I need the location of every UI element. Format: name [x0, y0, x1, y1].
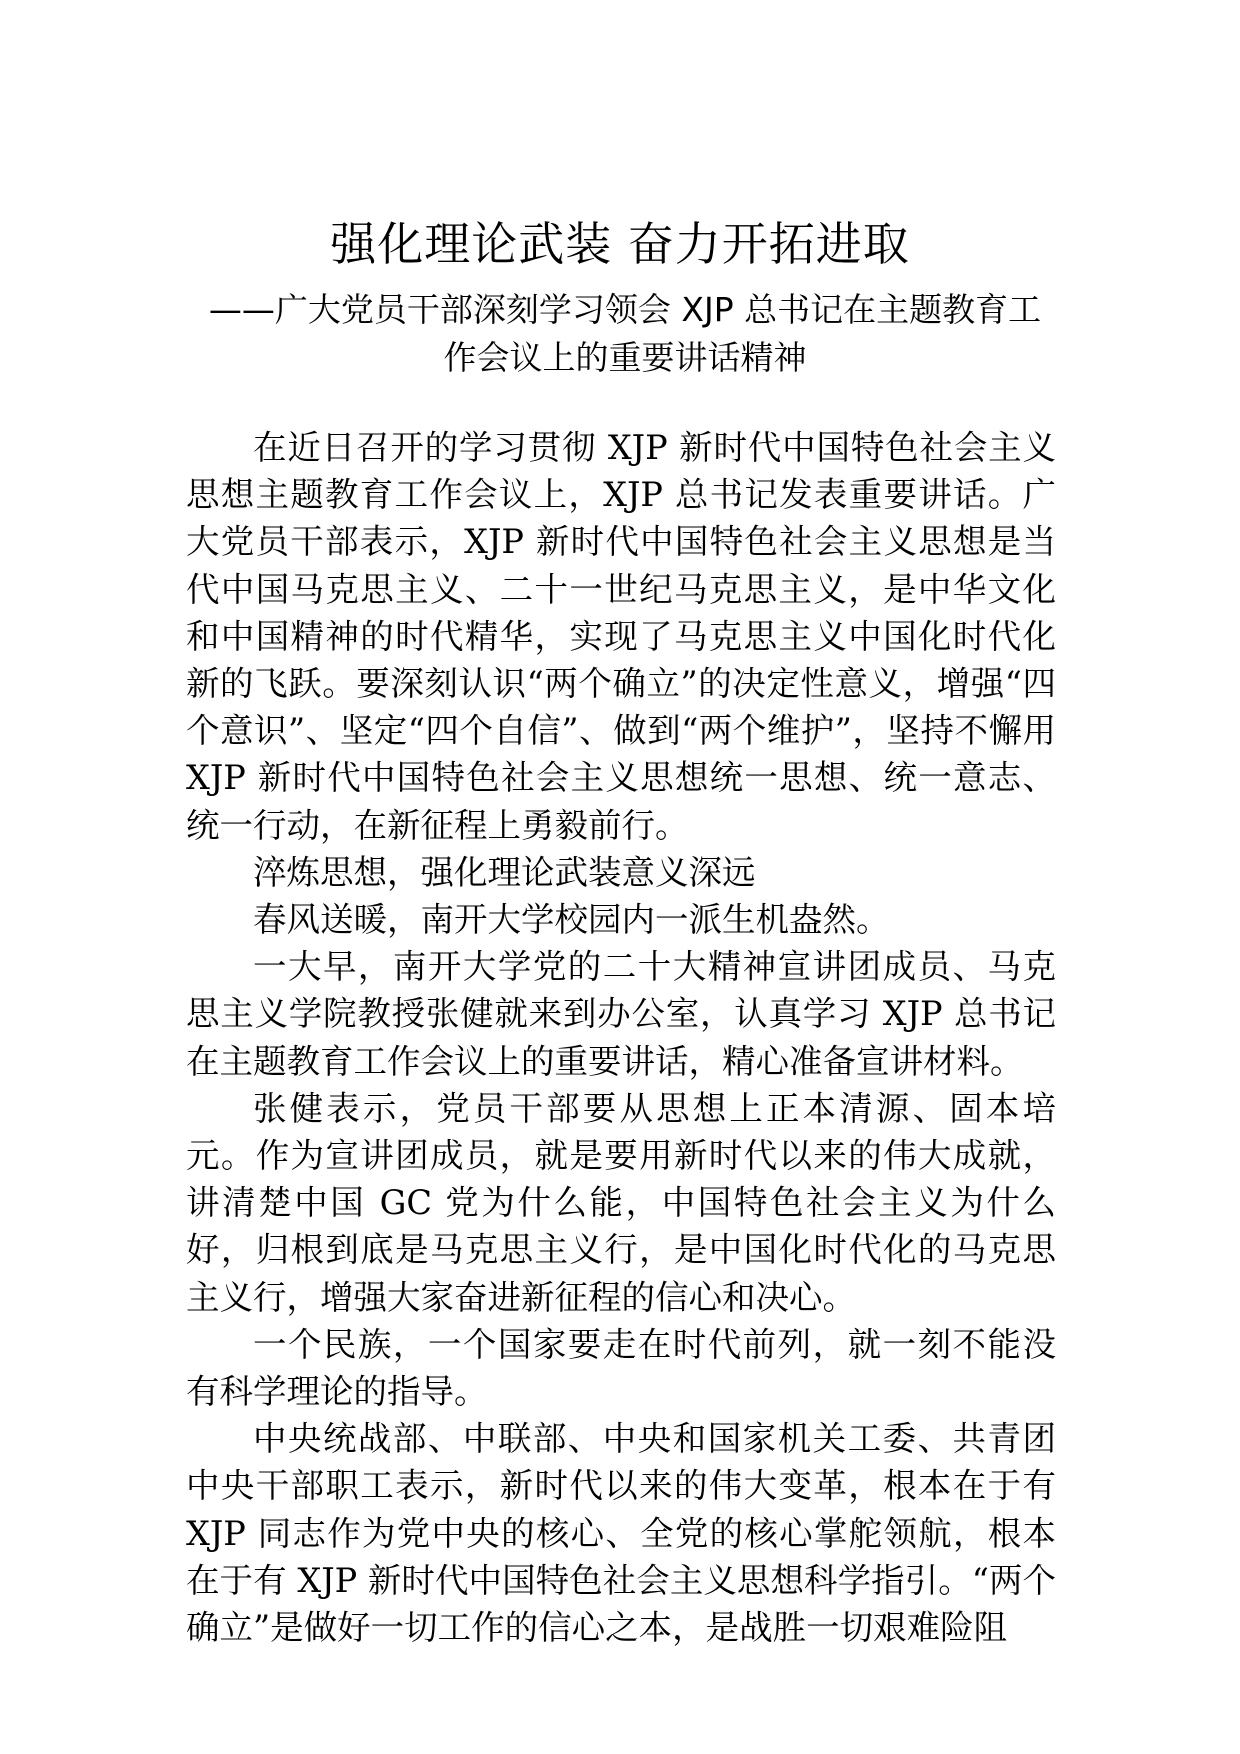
body-paragraph: 中央统战部、中联部、中央和国家机关工委、共青团中央干部职工表示，新时代以来的伟大变革，根本在于有 XJP 同志作为党中央的核心、全党的核心掌舵领航，根本在于有 XJP 新时代中国特色社会主义思想科学指引。“两个确立”是做好一切工作的信心之本，是战胜一切艰难险阻 [186, 1419, 1056, 1648]
body-paragraph: 张健表示，党员干部要从思想上正本清源、固本培元。作为宣讲团成员，就是要用新时代以来的伟大成就，讲清楚中国 GC 党为什么能，中国特色社会主义为什么好，归根到底是马克思主义行，是中国化时代化的马克思主义行，增强大家奋进新征程的信心和决心。 [186, 1088, 1056, 1317]
section-heading: 淬炼思想，强化理论武装意义深远 [253, 852, 756, 892]
body-paragraph: 一个民族，一个国家要走在时代前列，就一刻不能没有科学理论的指导。 [186, 1324, 1056, 1412]
body-paragraph: 一大早，南开大学党的二十大精神宣讲团成员、马克思主义学院教授张健就来到办公室，认真学习 XJP 总书记在主题教育工作会议上的重要讲话，精心准备宣讲材料。 [186, 947, 1056, 1081]
body-paragraph: 春风送暖，南开大学校园内一派生机盎然。 [253, 900, 890, 940]
document-body [186, 424, 1056, 1651]
body-paragraph: 在近日召开的学习贯彻 XJP 新时代中国特色社会主义思想主题教育工作会议上，XJP 总书记发表重要讲话。广大党员干部表示，XJP 新时代中国特色社会主义思想是当代中国马克思主义、二十一世纪马克思主义，是中华文化和中国精神的时代精华，实现了马克思主义中国化时代化新的飞跃。要深刻认识“两个确立”的决定性意义，增强“四个意识”、坚定“四个自信”、做到“两个维护”，坚持不懈用 XJP 新时代中国特色社会主义思想统一思想、统一意志、统一行动，在新征程上勇毅前行。 [186, 428, 1056, 845]
document-title: 强化理论武装 奋力开拓进取 [330, 217, 910, 271]
document-subtitle: ——广大党员干部深刻学习领会 XJP 总书记在主题教育工作会议上的重要讲话精神 [208, 290, 1042, 377]
